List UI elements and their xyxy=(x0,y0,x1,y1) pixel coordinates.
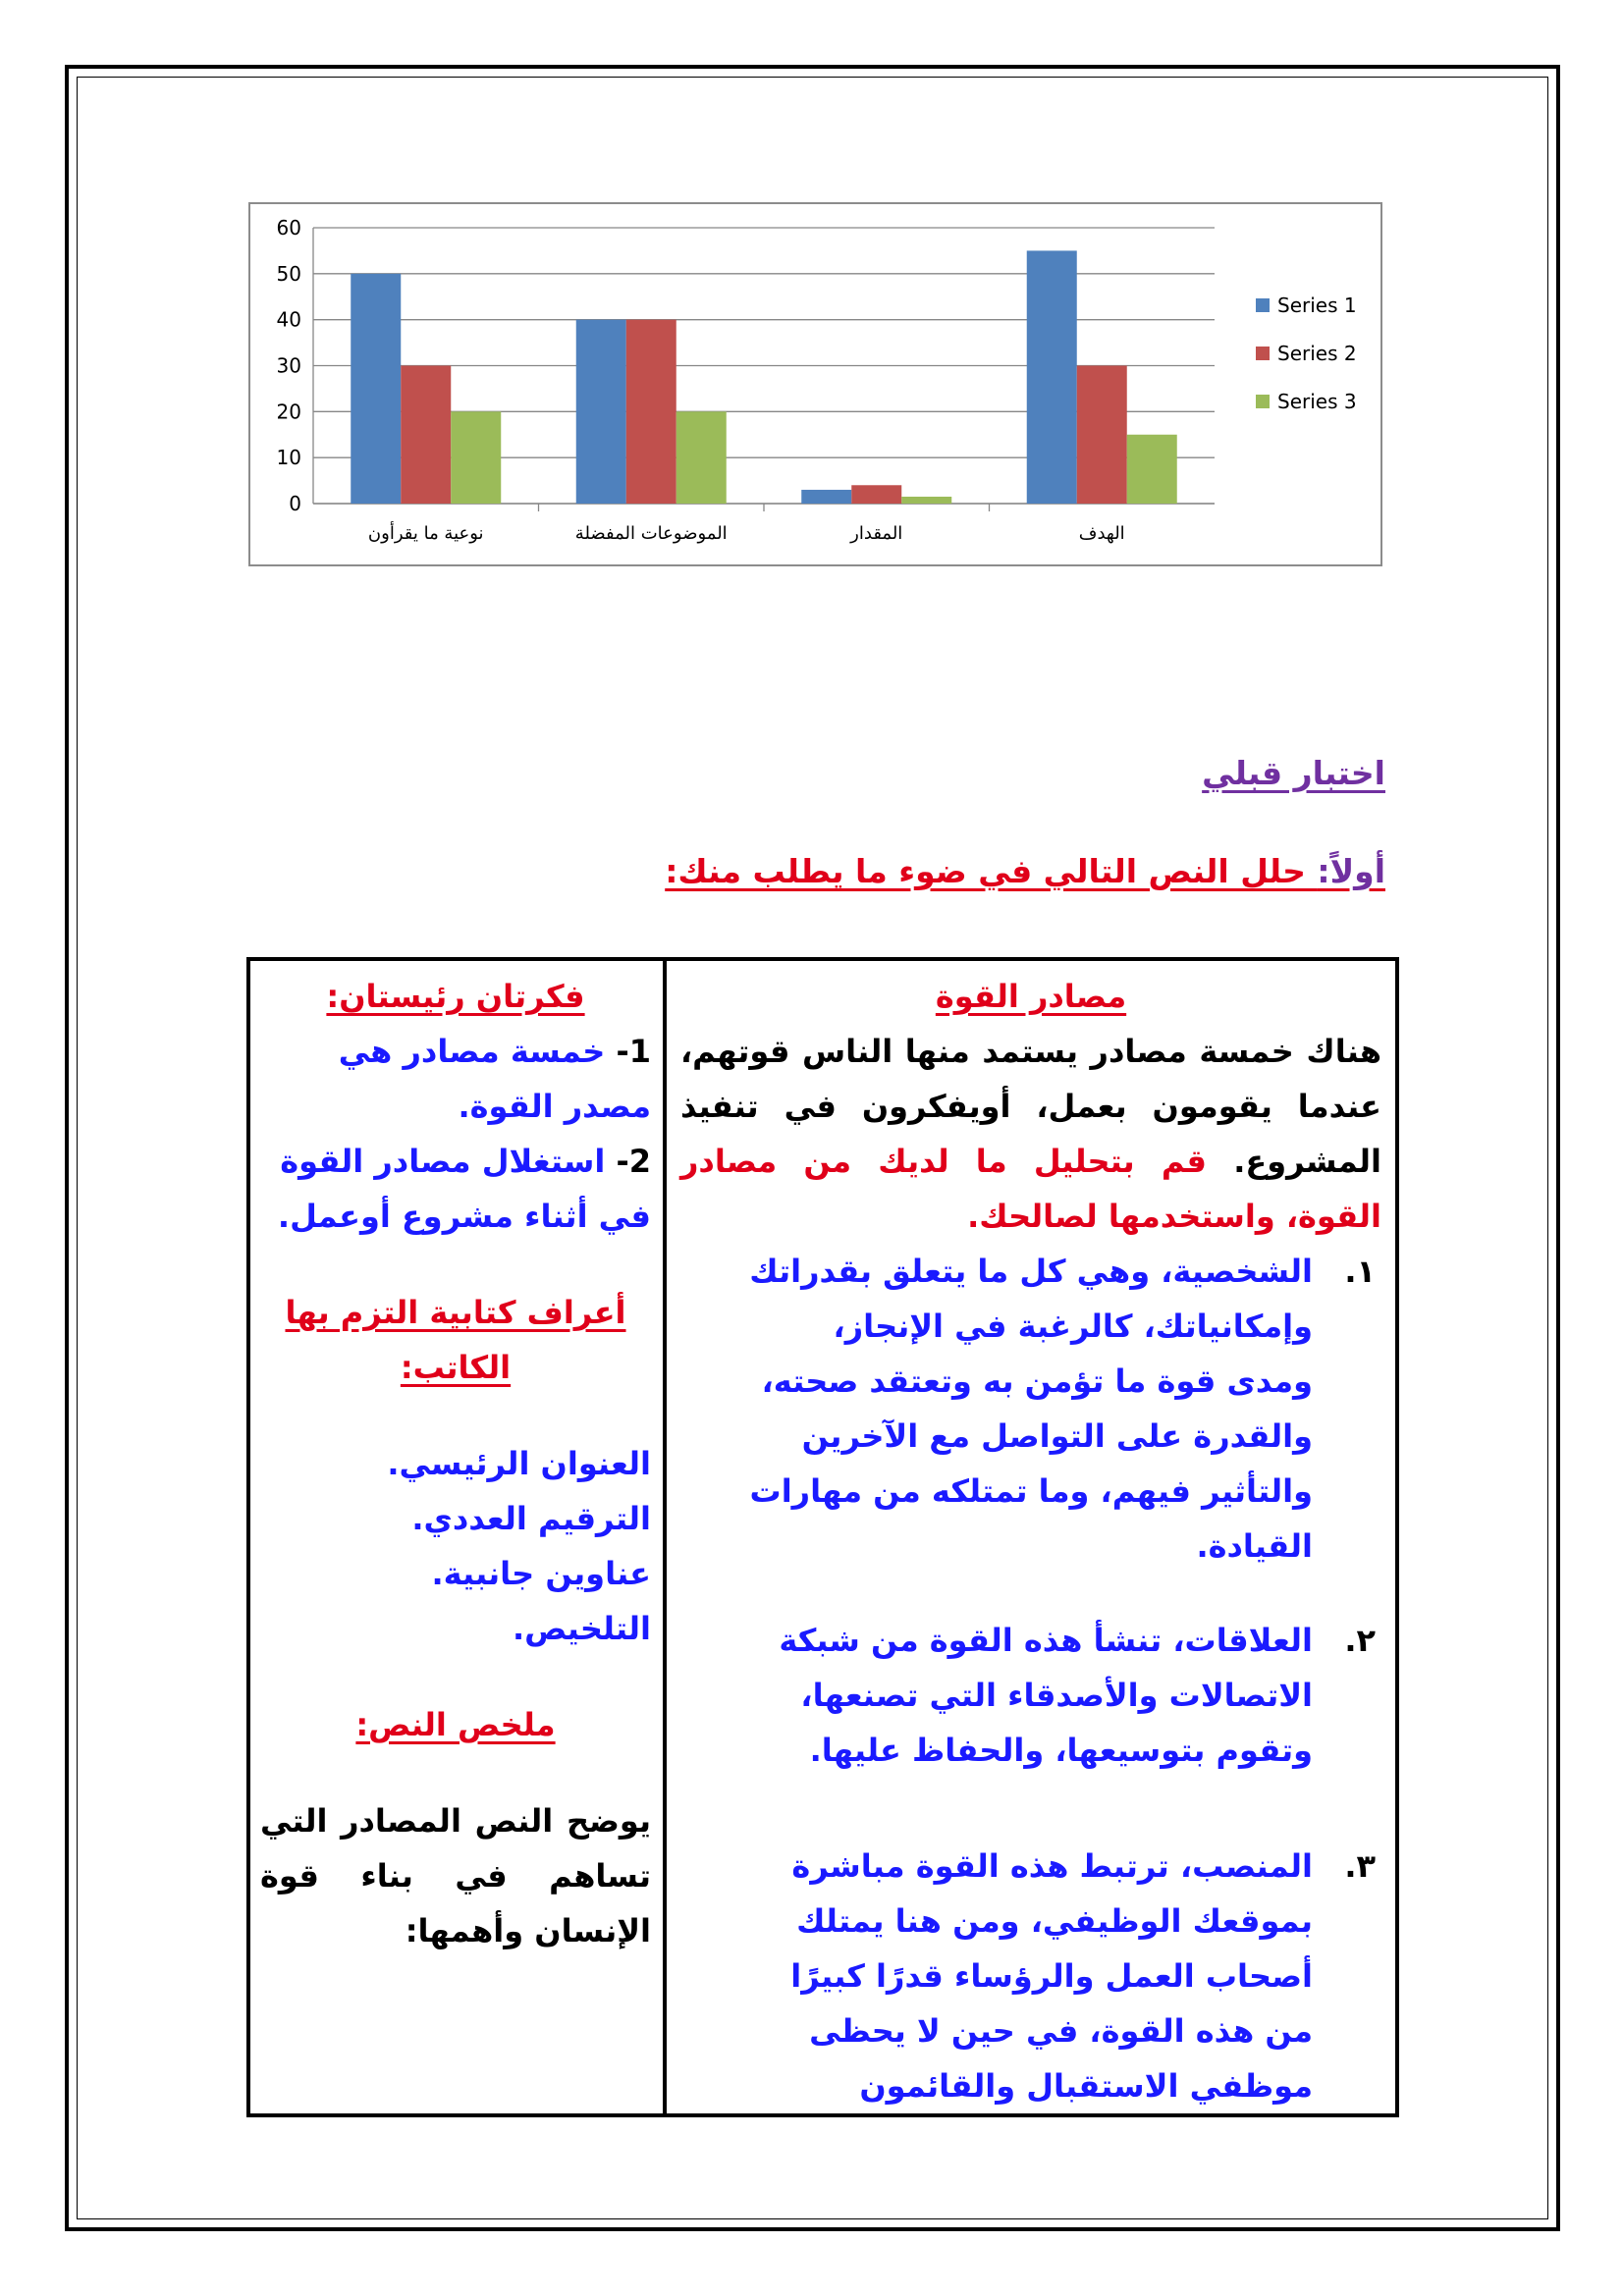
bar xyxy=(1027,250,1077,504)
convention-item: عناوين جانبية. xyxy=(431,1555,651,1592)
bar xyxy=(1127,435,1177,504)
legend-label: Series 2 xyxy=(1277,342,1357,365)
source-number: ٣. xyxy=(1344,1847,1376,1885)
y-tick-label: 30 xyxy=(276,353,301,378)
convention-item: الترقيم العددي. xyxy=(411,1500,651,1537)
pretest-heading: اختبار قبلي xyxy=(1202,754,1385,792)
first-question-label: أولاً: xyxy=(1317,852,1385,890)
bar xyxy=(1077,366,1127,505)
analysis-table xyxy=(246,957,1399,2117)
spacer xyxy=(260,1244,651,1285)
source-number: ١. xyxy=(1344,1253,1376,1290)
x-tick-label: الهدف xyxy=(1078,523,1125,544)
summary-title: ملخص النص: xyxy=(355,1706,556,1743)
spacer xyxy=(260,1395,651,1436)
bar xyxy=(351,274,401,504)
source-number: ٢. xyxy=(1344,1622,1376,1659)
legend-label: Series 1 xyxy=(1277,294,1357,317)
idea-2 xyxy=(260,1134,651,1244)
text-intro xyxy=(680,1024,1381,1244)
legend-label: Series 3 xyxy=(1277,390,1357,413)
list-spacer xyxy=(680,1778,1381,1839)
legend-swatch xyxy=(1256,395,1270,408)
first-question-text: حلل النص التالي في ضوء ما يطلب منك: xyxy=(665,852,1318,890)
bar-chart-svg xyxy=(250,204,1380,564)
list-spacer xyxy=(680,1574,1381,1613)
source-text: العلاقات، تنشأ هذه القوة من شبكة الاتصالات والأصدقاء التي تصنعها، وتقوم بتوسيعها، والحفاظ عليها. xyxy=(779,1622,1313,1769)
x-tick-label: نوعية ما يقرأون xyxy=(367,523,484,544)
bar xyxy=(401,366,451,505)
first-question-heading xyxy=(665,852,1385,890)
legend-swatch xyxy=(1256,347,1270,360)
bar xyxy=(901,497,951,504)
sources-list xyxy=(680,1244,1381,2113)
conventions-title: أعراف كتابية التزم بها الكاتب: xyxy=(285,1294,626,1386)
text-title: مصادر القوة xyxy=(935,978,1127,1015)
idea-1 xyxy=(260,1024,651,1134)
convention-item: العنوان الرئيسي. xyxy=(387,1445,651,1482)
legend-swatch xyxy=(1256,298,1270,312)
idea-1-text: خمسة مصادر هي مصدر القوة. xyxy=(338,1033,651,1125)
bar xyxy=(851,485,901,504)
y-tick-label: 40 xyxy=(276,307,301,332)
source-item-3 xyxy=(680,1839,1381,2113)
y-tick-label: 60 xyxy=(276,216,301,240)
idea-1-number: 1- xyxy=(616,1033,651,1070)
idea-2-text: استغلال مصادر القوة في أثناء مشروع أوعمل. xyxy=(277,1143,651,1235)
text-column xyxy=(665,959,1397,2115)
y-tick-label: 10 xyxy=(276,446,301,470)
bar xyxy=(676,411,727,504)
convention-item: التلخيص. xyxy=(512,1610,651,1647)
bar-chart xyxy=(248,202,1382,566)
ideas-title: فكرتان رئيستان: xyxy=(326,978,585,1015)
y-tick-label: 0 xyxy=(289,492,301,515)
spacer xyxy=(260,1656,651,1697)
bar xyxy=(626,320,676,504)
bar xyxy=(801,490,851,504)
notes-column xyxy=(248,959,665,2115)
text-intro-red: قم بتحليل ما لديك من مصادر القوة، واستخدمها لصالحك. xyxy=(680,1143,1381,1235)
x-tick-label: المقدار xyxy=(850,523,903,544)
source-text: الشخصية، وهي كل ما يتعلق بقدراتك وإمكانياتك، كالرغبة في الإنجاز، ومدى قوة ما تؤمن به وتعتقد صحته، والقدرة على التواصل مع الآخرين والتأثير فيهم، وما تمتلكه من مهارات القيادة. xyxy=(749,1253,1313,1565)
y-tick-label: 50 xyxy=(276,261,301,286)
source-text: المنصب، ترتبط هذه القوة مباشرة بموقعك الوظيفي، ومن هنا يمتلك أصحاب العمل والرؤساء قدرًا كبيرًا من هذه القوة، في حين لا يحظى موظفي الاستقبال والقائمون xyxy=(790,1847,1313,2105)
summary-text: يوضح النص المصادر التي تساهم في بناء قوة الإنسان وأهمها: xyxy=(260,1802,651,1949)
idea-2-number: 2- xyxy=(616,1143,651,1180)
y-tick-label: 20 xyxy=(276,400,301,424)
bar xyxy=(451,411,501,504)
bar xyxy=(576,320,626,504)
spacer xyxy=(260,1752,651,1793)
source-item-1 xyxy=(680,1244,1381,1574)
x-tick-label: الموضوعات المفضلة xyxy=(574,523,728,544)
text-intro-black: هناك خمسة مصادر يستمد منها الناس قوتهم، عندما يقومون بعمل، أويفكرون في تنفيذ المشروع. xyxy=(680,1033,1382,1180)
source-item-2 xyxy=(680,1613,1381,1778)
